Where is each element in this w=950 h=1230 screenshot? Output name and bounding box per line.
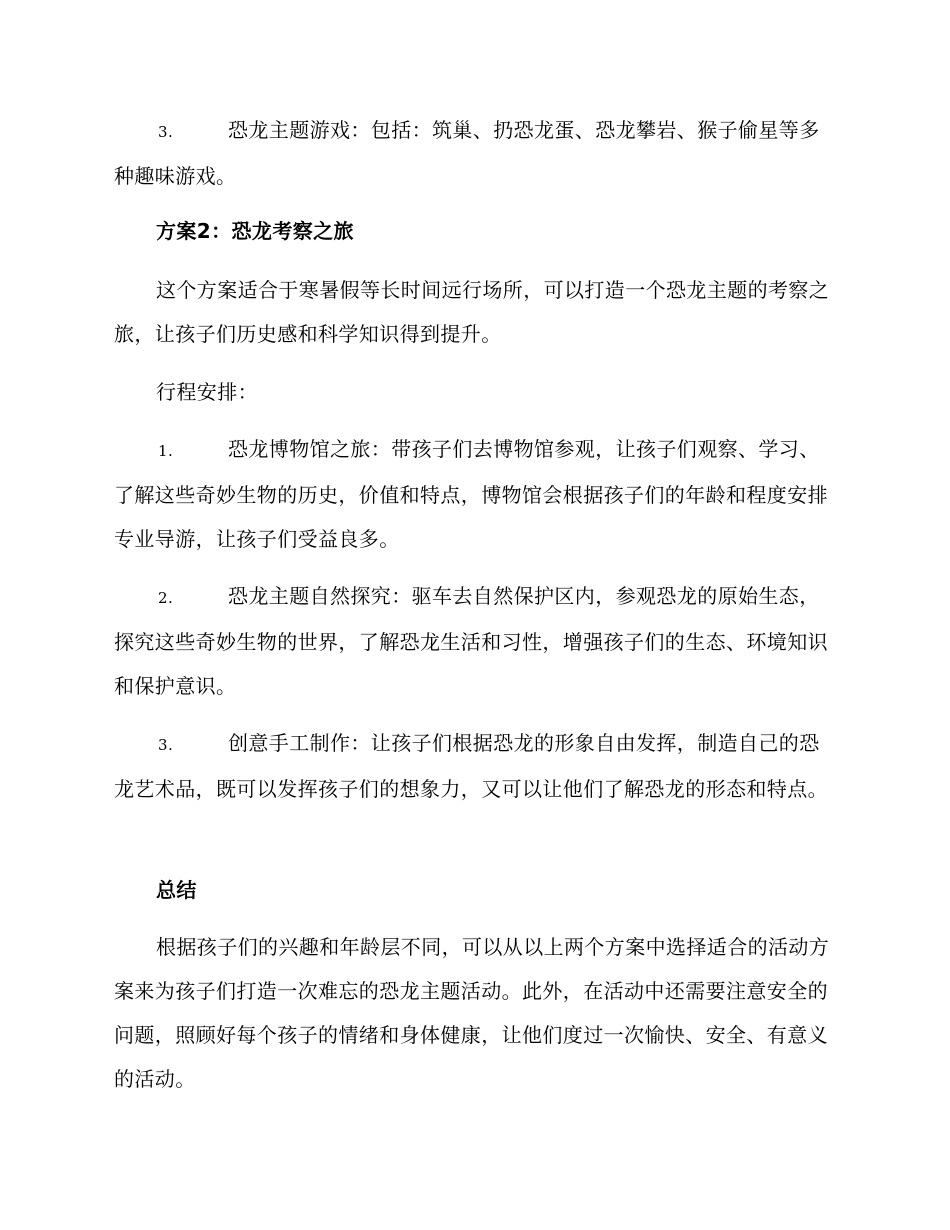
paragraph-plan2-intro: 这个方案适合于寒暑假等长时间远行场所，可以打造一个恐龙主题的考察之旅，让孩子们历史感和科学知识得到提升。 bbox=[114, 278, 830, 346]
list-number: 1. bbox=[158, 442, 174, 460]
list-item-craft bbox=[114, 721, 834, 811]
list-item-text: 恐龙主题自然探究：驱车去自然保护区内，参观恐龙的原始生态，探究这些奇妙生物的世界，了解恐龙生活和习性，增强孩子们的生态、环境知识和保护意识。 bbox=[114, 584, 828, 698]
list-number: 2. bbox=[158, 589, 174, 607]
list-item-museum bbox=[114, 427, 834, 561]
list-number: 3. bbox=[158, 123, 174, 141]
section-heading-summary: 总结 bbox=[156, 878, 197, 902]
list-number: 3. bbox=[158, 736, 174, 754]
list-item-nature bbox=[114, 574, 834, 708]
list-item-text: 恐龙主题游戏：包括：筑巢、扔恐龙蛋、恐龙攀岩、猴子偷星等多种趣味游戏。 bbox=[114, 118, 820, 188]
list-item-text: 恐龙博物馆之旅：带孩子们去博物馆参观，让孩子们观察、学习、了解这些奇妙生物的历史，价值和特点，博物馆会根据孩子们的年龄和程度安排专业导游，让孩子们受益良多。 bbox=[114, 437, 828, 551]
list-item-text: 创意手工制作：让孩子们根据恐龙的形象自由发挥，制造自己的恐龙艺术品，既可以发挥孩子们的想象力，又可以让他们了解恐龙的形态和特点。 bbox=[114, 731, 828, 801]
list-item-game bbox=[114, 108, 834, 198]
section-heading-plan2: 方案2：恐龙考察之旅 bbox=[156, 219, 354, 243]
paragraph-schedule-label: 行程安排： bbox=[156, 380, 258, 404]
paragraph-summary: 根据孩子们的兴趣和年龄层不同，可以从以上两个方案中选择适合的活动方案来为孩子们打造一次难忘的恐龙主题活动。此外，在活动中还需要注意安全的问题，照顾好每个孩子的情绪和身体健康，让他们度过一次愉快、安全、有意义的活动。 bbox=[114, 935, 830, 1091]
